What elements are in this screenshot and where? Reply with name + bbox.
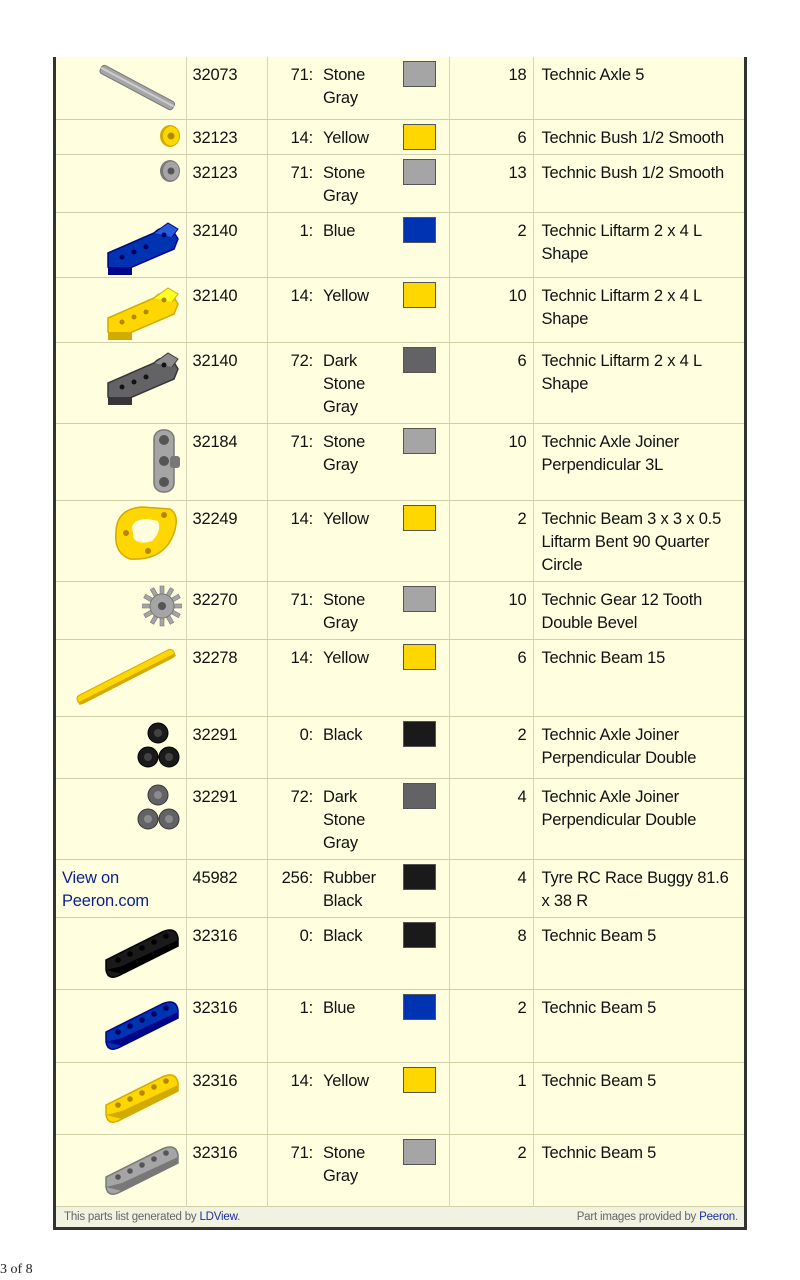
color-id: 14: [267, 120, 317, 155]
part-row [56, 278, 744, 343]
part-number: 32073 [186, 57, 267, 120]
color-swatch [403, 217, 436, 243]
color-swatch [403, 994, 436, 1020]
color-name: Stone Gray [317, 582, 401, 640]
part-image-cell [56, 779, 186, 860]
quantity: 6 [449, 640, 533, 717]
part-row [56, 582, 744, 640]
color-swatch [403, 586, 436, 612]
color-id: 1: [267, 213, 317, 278]
quantity: 4 [449, 860, 533, 918]
part-number: 32291 [186, 717, 267, 779]
part-image-cell [56, 155, 186, 213]
color-swatch-cell [401, 918, 449, 990]
part-description: Technic Axle 5 [533, 57, 744, 120]
part-image-cell [56, 1063, 186, 1135]
color-swatch [403, 783, 436, 809]
footer-right: Part images provided by Peeron. [317, 1207, 744, 1228]
ldview-link[interactable]: LDView [199, 1211, 238, 1223]
peeron-link[interactable]: Peeron [699, 1211, 735, 1223]
color-name: Rubber Black [317, 860, 401, 918]
color-name: Stone Gray [317, 424, 401, 501]
part-description: Technic Bush 1/2 Smooth [533, 155, 744, 213]
color-id: 71: [267, 1135, 317, 1207]
color-swatch [403, 721, 436, 747]
part-image-cell [56, 424, 186, 501]
color-name: Yellow [317, 1063, 401, 1135]
part-number: 45982 [186, 860, 267, 918]
part-row [56, 120, 744, 155]
color-id: 14: [267, 1063, 317, 1135]
part-number: 32278 [186, 640, 267, 717]
part-image-cell [56, 213, 186, 278]
color-name: Yellow [317, 640, 401, 717]
part-description: Technic Beam 5 [533, 1135, 744, 1207]
quantity: 6 [449, 120, 533, 155]
part-number: 32249 [186, 501, 267, 582]
part-description: Tyre RC Race Buggy 81.6 x 38 R [533, 860, 744, 918]
part-image-cell [56, 918, 186, 990]
part-image-cell [56, 278, 186, 343]
part-description: Technic Liftarm 2 x 4 L Shape [533, 278, 744, 343]
quantity: 4 [449, 779, 533, 860]
part-number: 32140 [186, 278, 267, 343]
parts-table [56, 57, 744, 1227]
color-swatch [403, 922, 436, 948]
color-name: Stone Gray [317, 1135, 401, 1207]
color-swatch [403, 864, 436, 890]
page-number: 3 of 8 [0, 1262, 33, 1277]
color-swatch [403, 282, 436, 308]
color-name: Blue [317, 213, 401, 278]
color-name: Black [317, 918, 401, 990]
part-description: Technic Beam 5 [533, 918, 744, 990]
color-name: Dark Stone Gray [317, 343, 401, 424]
color-swatch-cell [401, 343, 449, 424]
view-on-peeron-link[interactable]: View on Peeron.com [62, 869, 149, 910]
color-name: Dark Stone Gray [317, 779, 401, 860]
part-number: 32316 [186, 1135, 267, 1207]
part-row [56, 990, 744, 1063]
part-row [56, 1135, 744, 1207]
color-swatch [403, 159, 436, 185]
quantity: 10 [449, 424, 533, 501]
quantity: 10 [449, 278, 533, 343]
color-swatch-cell [401, 860, 449, 918]
part-description: Technic Axle Joiner Perpendicular 3L [533, 424, 744, 501]
part-number: 32140 [186, 343, 267, 424]
part-number: 32316 [186, 1063, 267, 1135]
color-name: Yellow [317, 501, 401, 582]
part-image-cell [56, 57, 186, 120]
color-swatch-cell [401, 424, 449, 501]
part-description: Technic Beam 5 [533, 990, 744, 1063]
color-swatch [403, 644, 436, 670]
quantity: 8 [449, 918, 533, 990]
part-image-cell [56, 501, 186, 582]
part-description: Technic Bush 1/2 Smooth [533, 120, 744, 155]
part-description: Technic Beam 3 x 3 x 0.5 Liftarm Bent 90 Quarter Circle [533, 501, 744, 582]
part-image-cell [56, 990, 186, 1063]
part-description: Technic Beam 5 [533, 1063, 744, 1135]
color-id: 71: [267, 155, 317, 213]
part-description: Technic Gear 12 Tooth Double Bevel [533, 582, 744, 640]
color-name: Yellow [317, 120, 401, 155]
color-name: Yellow [317, 278, 401, 343]
quantity: 2 [449, 1135, 533, 1207]
color-swatch [403, 124, 436, 150]
color-id: 0: [267, 717, 317, 779]
part-number: 32291 [186, 779, 267, 860]
footer-left: This parts list generated by LDView. [56, 1207, 317, 1228]
color-swatch [403, 347, 436, 373]
part-row [56, 860, 744, 918]
color-name: Black [317, 717, 401, 779]
color-name: Stone Gray [317, 155, 401, 213]
quantity: 10 [449, 582, 533, 640]
part-row [56, 779, 744, 860]
part-image-cell [56, 1135, 186, 1207]
part-number: 32270 [186, 582, 267, 640]
part-image-cell [56, 343, 186, 424]
color-id: 256: [267, 860, 317, 918]
color-name: Stone Gray [317, 57, 401, 120]
part-row [56, 155, 744, 213]
color-id: 14: [267, 278, 317, 343]
color-swatch [403, 428, 436, 454]
color-id: 71: [267, 582, 317, 640]
part-description: Technic Axle Joiner Perpendicular Double [533, 779, 744, 860]
color-swatch-cell [401, 278, 449, 343]
part-description: Technic Liftarm 2 x 4 L Shape [533, 213, 744, 278]
color-swatch-cell [401, 717, 449, 779]
part-row [56, 1063, 744, 1135]
part-description: Technic Beam 15 [533, 640, 744, 717]
part-number: 32184 [186, 424, 267, 501]
quantity: 6 [449, 343, 533, 424]
part-number: 32123 [186, 155, 267, 213]
color-id: 71: [267, 424, 317, 501]
part-image-cell [56, 860, 186, 918]
part-image-cell [56, 640, 186, 717]
quantity: 2 [449, 717, 533, 779]
part-image-cell [56, 120, 186, 155]
parts-list-footer [56, 1207, 744, 1228]
part-row [56, 424, 744, 501]
color-id: 72: [267, 343, 317, 424]
color-swatch-cell [401, 990, 449, 1063]
part-description: Technic Liftarm 2 x 4 L Shape [533, 343, 744, 424]
part-number: 32123 [186, 120, 267, 155]
color-id: 14: [267, 640, 317, 717]
quantity: 13 [449, 155, 533, 213]
quantity: 18 [449, 57, 533, 120]
part-description: Technic Axle Joiner Perpendicular Double [533, 717, 744, 779]
color-swatch-cell [401, 213, 449, 278]
parts-list-sheet [53, 57, 747, 1230]
part-row [56, 213, 744, 278]
part-row [56, 640, 744, 717]
color-swatch [403, 505, 436, 531]
color-swatch [403, 1139, 436, 1165]
part-row [56, 343, 744, 424]
part-image-cell [56, 717, 186, 779]
color-swatch-cell [401, 120, 449, 155]
color-name: Blue [317, 990, 401, 1063]
quantity: 2 [449, 501, 533, 582]
quantity: 2 [449, 990, 533, 1063]
quantity: 2 [449, 213, 533, 278]
part-number: 32316 [186, 990, 267, 1063]
quantity: 1 [449, 1063, 533, 1135]
color-swatch-cell [401, 779, 449, 860]
color-id: 1: [267, 990, 317, 1063]
color-id: 14: [267, 501, 317, 582]
part-row [56, 918, 744, 990]
part-row [56, 57, 744, 120]
color-swatch-cell [401, 1135, 449, 1207]
part-row [56, 501, 744, 582]
part-row [56, 717, 744, 779]
color-swatch-cell [401, 640, 449, 717]
part-number: 32140 [186, 213, 267, 278]
color-id: 72: [267, 779, 317, 860]
color-swatch [403, 1067, 436, 1093]
color-swatch-cell [401, 1063, 449, 1135]
color-id: 0: [267, 918, 317, 990]
color-id: 71: [267, 57, 317, 120]
color-swatch-cell [401, 501, 449, 582]
part-image-cell [56, 582, 186, 640]
color-swatch [403, 61, 436, 87]
color-swatch-cell [401, 582, 449, 640]
color-swatch-cell [401, 57, 449, 120]
color-swatch-cell [401, 155, 449, 213]
part-number: 32316 [186, 918, 267, 990]
